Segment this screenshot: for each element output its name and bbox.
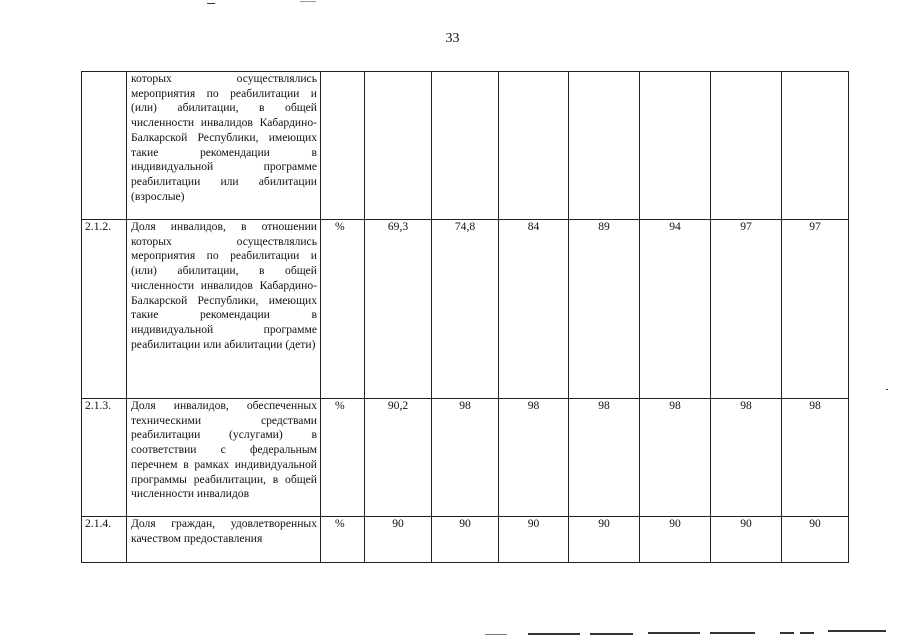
table-row: [82, 72, 849, 220]
row-number: [82, 72, 127, 220]
value-cell: 98: [640, 399, 711, 517]
scan-mark: [207, 3, 215, 4]
value-cell: 90: [782, 517, 849, 563]
table-row: [82, 399, 849, 517]
scan-mark: [590, 633, 633, 635]
indicator-description: Доля инвалидов, обеспеченных техническими средствами реабилитации (услугами) в соответствии с федеральным перечнем в рамках индивидуальной программы реабилитации, в общей численности инвалидов: [127, 399, 321, 517]
value-cell: [711, 72, 782, 220]
value-cell: [499, 72, 569, 220]
value-cell: [432, 72, 499, 220]
row-number: 2.1.4.: [82, 517, 127, 563]
scan-mark: [800, 632, 814, 634]
value-cell: 74,8: [432, 220, 499, 399]
row-number: 2.1.3.: [82, 399, 127, 517]
indicator-description: Доля граждан, удовлетворенных качеством предоставления: [127, 517, 321, 563]
value-cell: 94: [640, 220, 711, 399]
scan-mark: [710, 632, 755, 634]
value-cell: [640, 72, 711, 220]
value-cell: 90: [365, 517, 432, 563]
value-cell: 84: [499, 220, 569, 399]
value-cell: 98: [432, 399, 499, 517]
scan-mark: [828, 630, 886, 632]
value-cell: 69,3: [365, 220, 432, 399]
scan-mark: [300, 1, 316, 2]
value-cell: 90: [499, 517, 569, 563]
table-row: [82, 220, 849, 399]
unit-cell: %: [321, 399, 365, 517]
indicators-table: [81, 71, 849, 563]
value-cell: 97: [711, 220, 782, 399]
scan-mark: [886, 389, 888, 390]
value-cell: [782, 72, 849, 220]
value-cell: [365, 72, 432, 220]
value-cell: 90,2: [365, 399, 432, 517]
unit-cell: %: [321, 517, 365, 563]
scan-mark: [648, 632, 700, 634]
indicator-description: Доля инвалидов, в отношении которых осуществлялись мероприятия по реабилитации и (или) абилитации, в общей численности инвалидов Кабардино-Балкарской Республики, имеющих такие рекомендации в индивидуальной программе реабилитации или абилитации (дети): [127, 220, 321, 399]
value-cell: [569, 72, 640, 220]
value-cell: 98: [569, 399, 640, 517]
value-cell: 98: [782, 399, 849, 517]
value-cell: 90: [432, 517, 499, 563]
value-cell: 89: [569, 220, 640, 399]
row-number: 2.1.2.: [82, 220, 127, 399]
indicator-description: которых осуществлялись мероприятия по реабилитации и (или) абилитации, в общей численности инвалидов Кабардино-Балкарской Республики, имеющих такие рекомендации в индивидуальной программе реабилитации или абилитации (взрослые): [127, 72, 321, 220]
unit-cell: [321, 72, 365, 220]
value-cell: 97: [782, 220, 849, 399]
page-number: 33: [445, 31, 460, 46]
value-cell: 90: [711, 517, 782, 563]
scan-mark: [780, 632, 794, 634]
scan-mark: [528, 633, 580, 635]
value-cell: 90: [569, 517, 640, 563]
scan-mark: [485, 634, 507, 635]
unit-cell: %: [321, 220, 365, 399]
value-cell: 98: [499, 399, 569, 517]
value-cell: 98: [711, 399, 782, 517]
table-row: [82, 517, 849, 563]
value-cell: 90: [640, 517, 711, 563]
